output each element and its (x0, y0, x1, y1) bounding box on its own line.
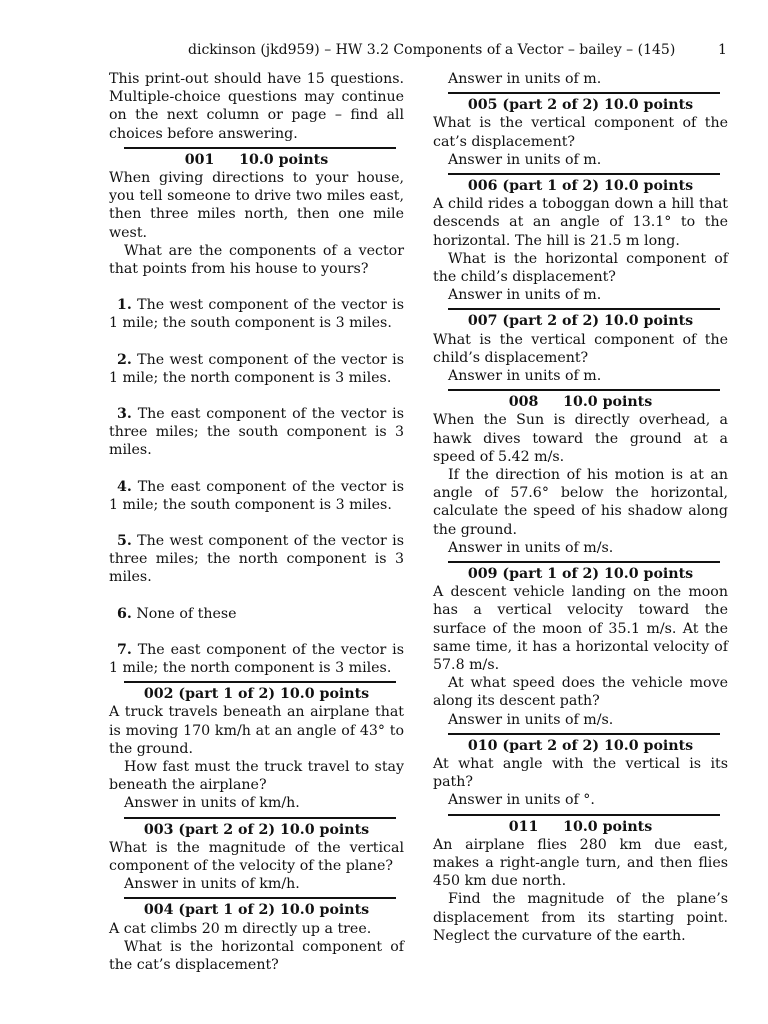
answer-units: Answer in units of m/s. (448, 711, 614, 728)
answer-units: Answer in units of km/h. (124, 876, 300, 893)
question-text: An airplane flies 280 km due east, makes a right-angle turn, and then flies 450 km due north. (433, 836, 728, 890)
question-divider (448, 173, 720, 175)
choice-1[interactable] (109, 296, 404, 332)
choice-number: 3. (117, 406, 132, 423)
question-divider (124, 147, 396, 149)
question-prompt: Find the magnitude of the plane’s displacement from its starting point. Neglect the curvature of the earth. (433, 891, 728, 944)
header-title: dickinson (jkd959) – HW 3.2 Components of a Vector – bailey – (145) (188, 42, 676, 58)
question-title: 007 (part 2 of 2) 10.0 points (467, 313, 694, 330)
question-001-header (109, 147, 404, 169)
question-prompt: How fast must the truck travel to stay beneath the airplane? (109, 759, 404, 794)
question-title: 006 (part 1 of 2) 10.0 points (467, 178, 694, 194)
answer-units: Answer in units of km/h. (124, 795, 300, 812)
question-text: A cat climbs 20 m directly up a tree. (109, 920, 372, 937)
question-text: What is the magnitude of the vertical component of the velocity of the plane? (109, 839, 404, 875)
question-text: When giving directions to your house, you tell someone to drive two miles east, then three miles north, then one mile west. (109, 170, 404, 241)
choice-5[interactable] (109, 532, 404, 587)
question-prompt: If the direction of his motion is at an angle of 57.6° below the horizontal, calculate the speed of his shadow along the ground. (433, 467, 728, 538)
question-002-header (109, 681, 404, 703)
page-header (0, 40, 768, 60)
question-text: What is the vertical component of the cat’s displacement? (433, 115, 728, 150)
question-006-header (433, 173, 728, 195)
choice-2[interactable] (109, 351, 404, 387)
choice-number: 4. (117, 478, 132, 495)
question-divider (448, 308, 720, 310)
question-divider (448, 92, 720, 94)
choice-number: 2. (117, 351, 132, 368)
question-title: 010 (part 2 of 2) 10.0 points (467, 737, 694, 754)
question-prompt: What is the horizontal component of the child’s displacement? (433, 250, 728, 285)
answer-units: Answer in units of m. (448, 287, 602, 304)
question-text: A truck travels beneath an airplane that is moving 170 km/h at an angle of 43° to the ground. (109, 704, 404, 757)
question-divider (124, 681, 396, 683)
answer-units: Answer in units of m. (448, 151, 602, 168)
question-010-header (433, 733, 728, 755)
answer-units: Answer in units of °. (448, 792, 595, 809)
question-text: When the Sun is directly overhead, a hawk dives toward the ground at a speed of 5.42 m/s. (433, 412, 728, 465)
question-title: 004 (part 1 of 2) 10.0 points (143, 902, 370, 919)
choice-number: 5. (117, 533, 132, 550)
question-text: At what angle with the vertical is its path? (433, 756, 728, 791)
question-title: 011 10.0 points (508, 818, 653, 835)
choice-text: The east component of the vector is three miles; the south component is 3 miles. (109, 406, 404, 459)
question-011-header (433, 814, 728, 836)
question-title: 001 10.0 points (184, 151, 329, 168)
question-text: A descent vehicle landing on the moon has a vertical velocity toward the surface of the moon of 35.1 m/s. At the same time, it has a horizontal velocity of 57.8 m/s. (433, 584, 728, 674)
question-009-header (433, 561, 728, 583)
choice-text: The west component of the vector is 1 mile; the south component is 3 miles. (109, 297, 404, 332)
question-008-header (433, 389, 728, 411)
question-title: 009 (part 1 of 2) 10.0 points (467, 566, 694, 583)
question-text: A child rides a toboggan down a hill that descends at an angle of 13.1° to the horizontal. The hill is 21.5 m long. (433, 196, 728, 249)
left-column (109, 70, 404, 974)
question-title: 005 (part 2 of 2) 10.0 points (467, 97, 694, 114)
page-number: 1 (718, 42, 727, 58)
question-007-header (433, 308, 728, 330)
question-prompt: What are the components of a vector that points from his house to yours? (109, 242, 404, 278)
question-divider (448, 389, 720, 391)
answer-units: Answer in units of m. (448, 71, 602, 87)
question-prompt: What is the horizontal component of the cat’s displacement? (109, 938, 404, 974)
question-divider (448, 814, 720, 816)
choice-4[interactable] (109, 478, 404, 514)
choice-number: 1. (117, 297, 132, 314)
choice-text: None of these (136, 605, 237, 622)
choice-6[interactable] (109, 605, 404, 623)
question-divider (448, 561, 720, 563)
choice-text: The east component of the vector is 1 mile; the north component is 3 miles. (109, 641, 404, 677)
choice-text: The west component of the vector is three miles; the north component is 3 miles. (109, 533, 404, 586)
choice-number: 7. (117, 641, 132, 658)
question-text: What is the vertical component of the child’s displacement? (433, 331, 728, 366)
choice-7[interactable] (109, 641, 404, 677)
question-divider (448, 733, 720, 735)
choice-3[interactable] (109, 405, 404, 460)
question-title: 003 (part 2 of 2) 10.0 points (143, 821, 370, 838)
question-prompt: At what speed does the vehicle move along its descent path? (433, 675, 728, 710)
question-title: 008 10.0 points (508, 394, 653, 411)
choice-number: 6. (117, 605, 132, 622)
answer-units: Answer in units of m/s. (448, 539, 614, 556)
answer-units: Answer in units of m. (448, 368, 602, 384)
right-column (433, 70, 728, 945)
question-004-header (109, 897, 404, 919)
question-divider (124, 817, 396, 819)
choice-text: The west component of the vector is 1 mile; the north component is 3 miles. (109, 351, 404, 386)
intro-text: This print-out should have 15 questions. Multiple-choice questions may continue on the next column or page – find all choices before answering. (109, 71, 404, 142)
choice-text: The east component of the vector is 1 mile; the south component is 3 miles. (109, 478, 404, 513)
question-divider (124, 897, 396, 899)
question-003-header (109, 817, 404, 839)
question-005-header (433, 92, 728, 114)
question-title: 002 (part 1 of 2) 10.0 points (143, 686, 370, 703)
